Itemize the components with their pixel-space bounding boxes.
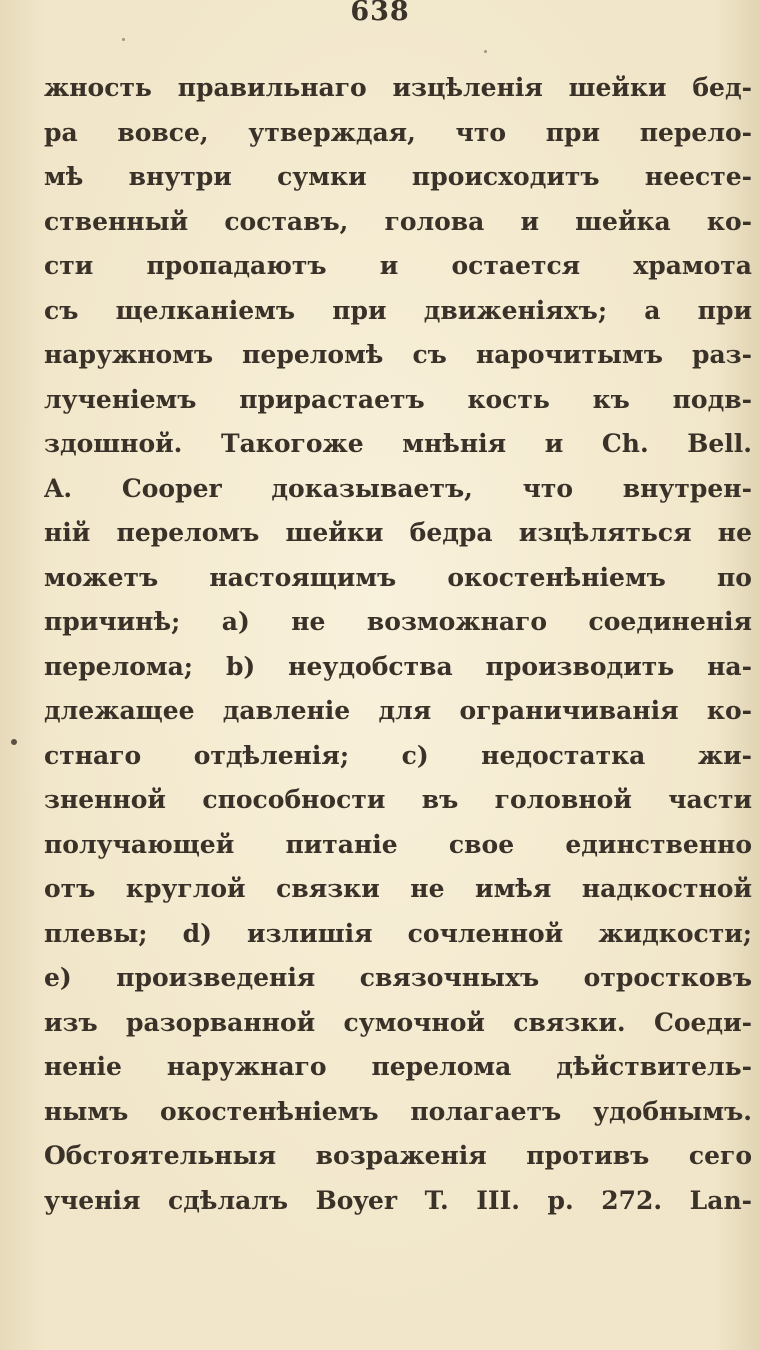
page-number: 638 [350, 0, 410, 27]
text-line: сти пропадаютъ и остается храмота [44, 251, 752, 280]
text-line: съ щелканіемъ при движеніяхъ; а при [44, 295, 752, 325]
margin-mark [11, 739, 17, 745]
paper-speck [484, 50, 487, 53]
text-line: ра вовсе, утверждая, что при перело- [44, 117, 752, 147]
text-line: A. Cooper доказываетъ, что внутрен- [44, 473, 752, 503]
text-line: длежащее давленіе для ограничиванія ко- [44, 696, 752, 725]
text-line: можетъ настоящимъ окостенѣніемъ по [44, 562, 752, 592]
paper-speck [122, 38, 125, 41]
text-line: здошной. Такогоже мнѣнія и Ch. Bell. [44, 429, 752, 458]
text-line: получающей питаніе свое единственно [44, 829, 752, 859]
text-line: плевы; d) излишія сочленной жидкости; [44, 918, 752, 948]
text-line: зненной способности въ головной части [44, 785, 752, 814]
text-line: жность правильнаго изцѣленія шейки бед- [44, 73, 752, 102]
text-line: Обстоятельныя возраженія противъ сего [44, 1141, 752, 1170]
text-line: ственный составъ, голова и шейка ко- [44, 206, 752, 236]
text-line: мѣ внутри сумки происходитъ неесте- [44, 162, 752, 191]
text-line: отъ круглой связки не имѣя надкостной [44, 874, 752, 903]
text-line: причинѣ; a) не возможнаго соединенія [44, 607, 752, 636]
text-line: ній переломъ шейки бедра изцѣляться не [44, 518, 752, 547]
text-line: неніе наружнаго перелома дѣйствитель- [44, 1052, 752, 1081]
text-line: наружномъ переломѣ съ нарочитымъ раз- [44, 340, 752, 369]
text-line: перелома; b) неудобства производить на- [44, 651, 752, 681]
text-line: изъ разорванной сумочной связки. Соеди- [44, 1007, 752, 1037]
text-line: ученія сдѣлалъ Boyer T. III. p. 272. Lan- [44, 1185, 752, 1215]
text-line: стнаго отдѣленія; c) недостатка жи- [44, 740, 752, 770]
text-line: нымъ окостенѣніемъ полагаетъ удобнымъ. [44, 1096, 752, 1126]
body-text [44, 66, 752, 1223]
text-line: лученіемъ прирастаетъ кость къ подв- [44, 384, 752, 414]
text-line: e) произведенія связочныхъ отростковъ [44, 963, 752, 992]
